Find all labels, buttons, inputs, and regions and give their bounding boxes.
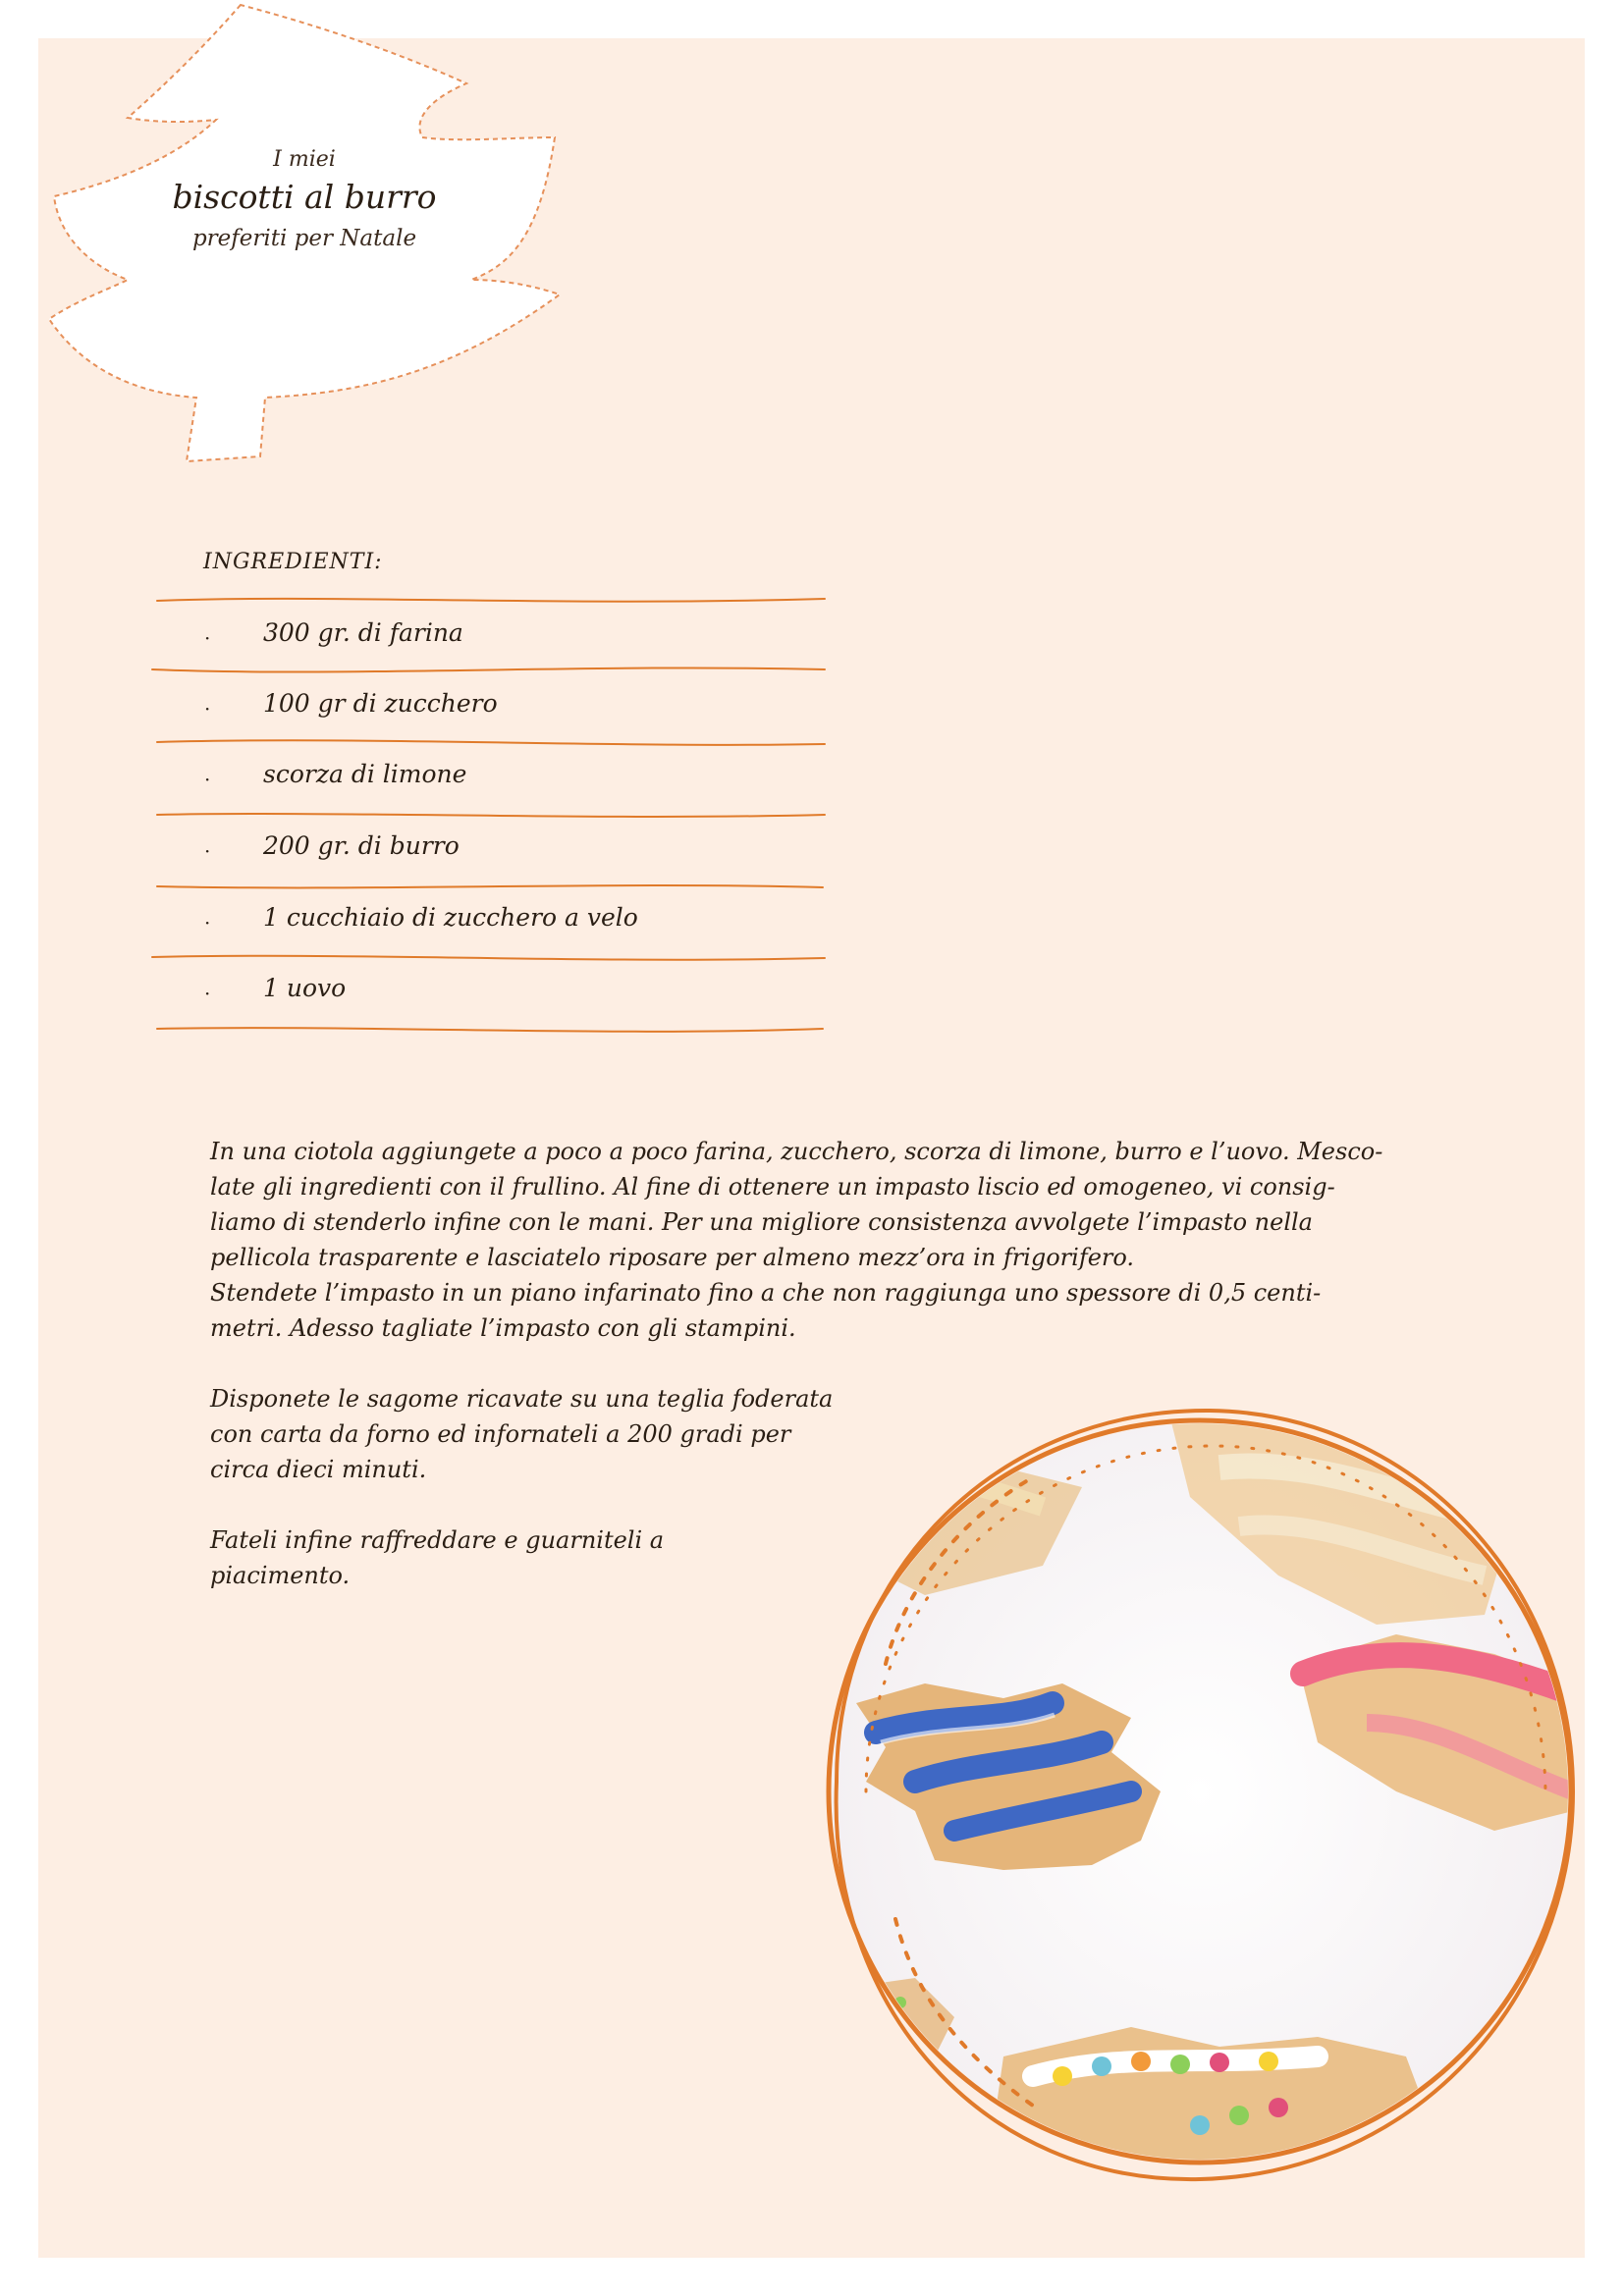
ingredient-item: 300 gr. di farina [263,618,463,647]
method-line: late gli ingredienti con il frullino. Al fine di ottenere un impasto liscio ed omogeneo, vi consig- [210,1173,1335,1201]
bullet: · [204,697,211,721]
ingredient-rule-lines [147,579,835,1050]
ingredient-item: scorza di limone [263,760,467,788]
method-line: piacimento. [210,1562,351,1589]
method-line: Stendete l’impasto in un piano infarinato fino a che non raggiunga uno spessore di 0,5 centi- [210,1279,1322,1307]
method-line: circa dieci minuti. [210,1456,427,1483]
method-line: Fateli infine raffreddare e guarniteli a [210,1526,665,1554]
method-line: In una ciotola aggiungete a poco a poco farina, zucchero, scorza di limone, burro e l’uovo. Mesco- [210,1138,1383,1165]
title-line-3: preferiti per Natale [191,226,417,252]
bullet: · [204,982,211,1005]
ingredient-item: 100 gr di zucchero [263,689,498,718]
cookie-photo-frame [807,1369,1593,2214]
bullet: · [204,768,211,791]
bullet: · [204,626,211,650]
bullet: · [204,839,211,863]
method-line [210,1487,897,1522]
title-line-1: I miei [273,147,336,172]
cookie-photo [807,1369,1593,2214]
method-text-wide [210,1134,1487,1346]
method-line: liamo di stenderlo infine con le mani. Per una migliore consistenza avvolgete l’impasto nella [210,1208,1313,1236]
title-main: biscotti al burro [172,178,437,217]
method-line: metri. Adesso tagliate l’impasto con gli stampini. [210,1314,796,1342]
ingredients-heading: INGREDIENTI: [203,550,383,574]
ingredient-item: 1 uovo [263,974,347,1002]
ingredient-item: 200 gr. di burro [263,831,460,860]
ingredient-item: 1 cucchiaio di zucchero a velo [263,903,638,932]
bullet: · [204,911,211,934]
method-line: pellicola trasparente e lasciatelo riposare per almeno mezz’ora in frigorifero. [210,1244,1135,1271]
method-text-narrow [210,1381,897,1593]
method-line: Disponete le sagome ricavate su una teglia foderata [210,1385,834,1413]
title-block [137,147,471,254]
method-line: con carta da forno ed infornateli a 200 gradi per [210,1420,791,1448]
